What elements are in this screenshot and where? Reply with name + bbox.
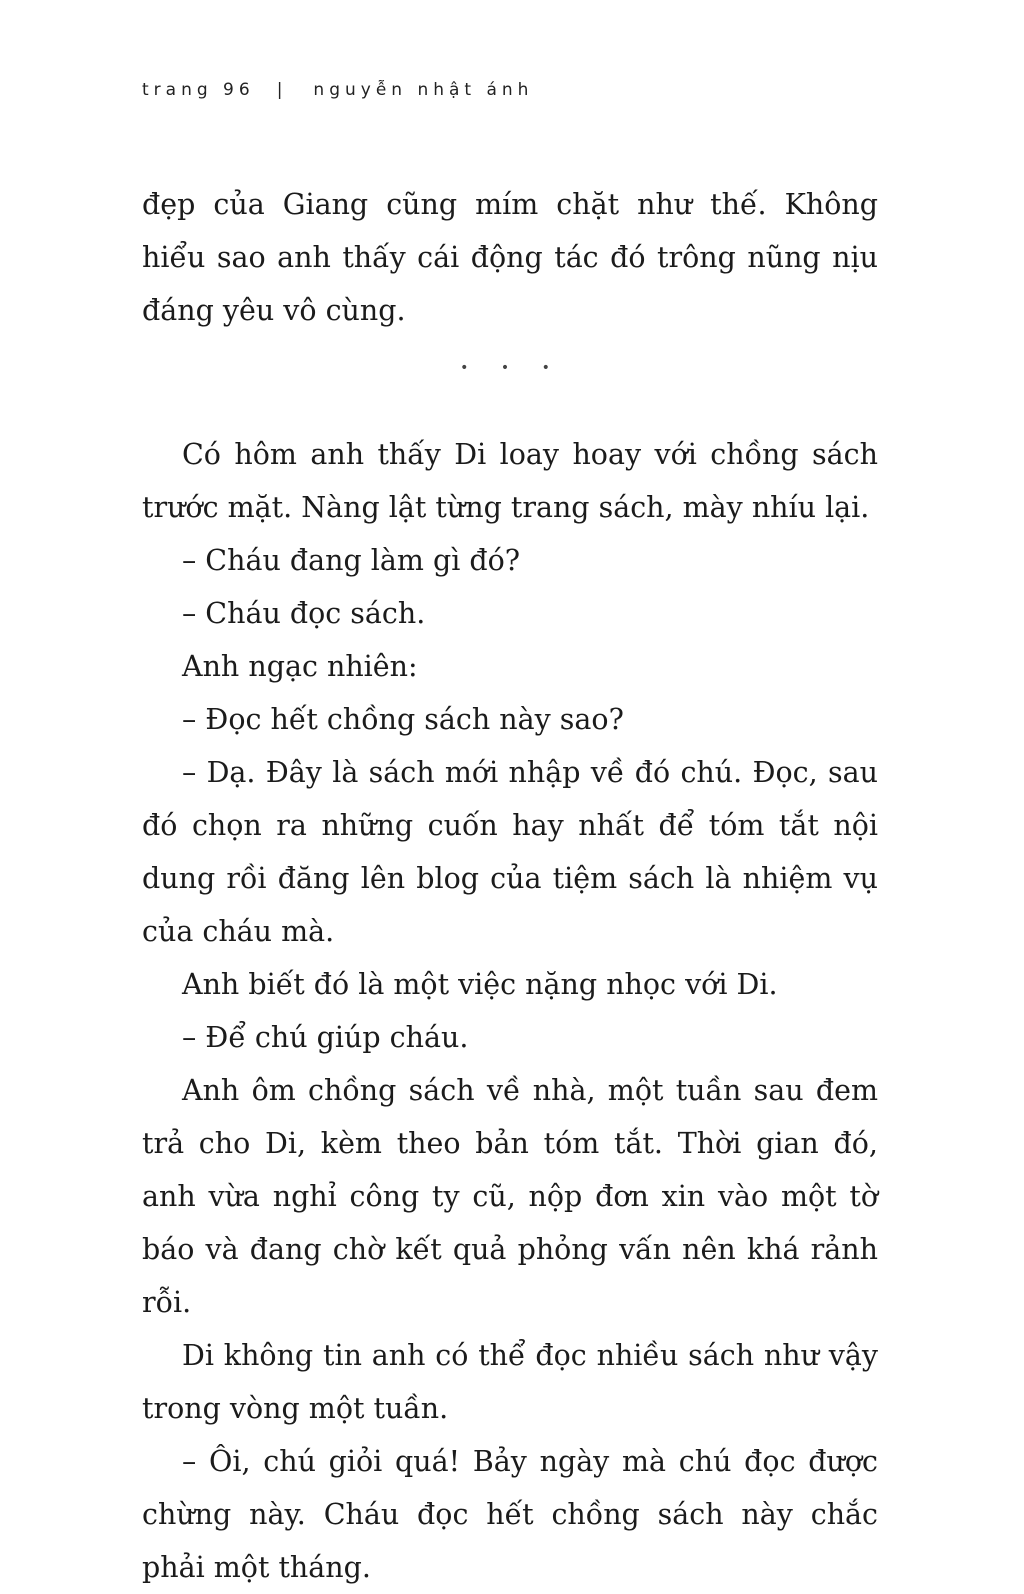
dialogue-line: – Cháu đang làm gì đó? xyxy=(182,544,521,577)
paragraph: Di không tin anh có thể đọc nhiều sách như vậy trong vòng một tuần. xyxy=(142,1339,878,1425)
running-header xyxy=(142,78,533,102)
header-separator: | xyxy=(276,80,288,100)
paragraph: Anh ôm chồng sách về nhà, một tuần sau đem trả cho Di, kèm theo bản tóm tắt. Thời gian đó, anh vừa nghỉ công ty cũ, nộp đơn xin vào một tờ báo và đang chờ kết quả phỏng vấn nên khá rảnh rỗi. xyxy=(142,1074,878,1319)
dialogue-line: – Để chú giúp cháu. xyxy=(182,1021,469,1054)
page-number-label: trang 96 xyxy=(142,80,255,100)
dialogue-line: – Cháu đọc sách. xyxy=(182,597,426,630)
section-break-ornament: • • • xyxy=(460,360,564,376)
paragraph: Có hôm anh thấy Di loay hoay với chồng sách trước mặt. Nàng lật từng trang sách, mày nhíu lại. xyxy=(142,438,878,524)
continued-paragraph-block xyxy=(142,178,878,337)
dialogue-line: – Dạ. Đây là sách mới nhập về đó chú. Đọc, sau đó chọn ra những cuốn hay nhất để tóm tắt nội dung rồi đăng lên blog của tiệm sách là nhiệm vụ của cháu mà. xyxy=(142,756,878,948)
paragraph: Anh ngạc nhiên: xyxy=(182,650,418,683)
author-name: nguyễn nhật ánh xyxy=(313,80,534,100)
continued-paragraph: đẹp của Giang cũng mím chặt như thế. Không hiểu sao anh thấy cái động tác đó trông nũng nịu đáng yêu vô cùng. xyxy=(142,188,878,327)
body-text xyxy=(142,428,878,1594)
dialogue-line: – Đọc hết chồng sách này sao? xyxy=(182,703,624,736)
paragraph: Anh biết đó là một việc nặng nhọc với Di. xyxy=(182,968,778,1001)
dialogue-line: – Ôi, chú giỏi quá! Bảy ngày mà chú đọc được chừng này. Cháu đọc hết chồng sách này chắc phải một tháng. xyxy=(142,1445,878,1584)
